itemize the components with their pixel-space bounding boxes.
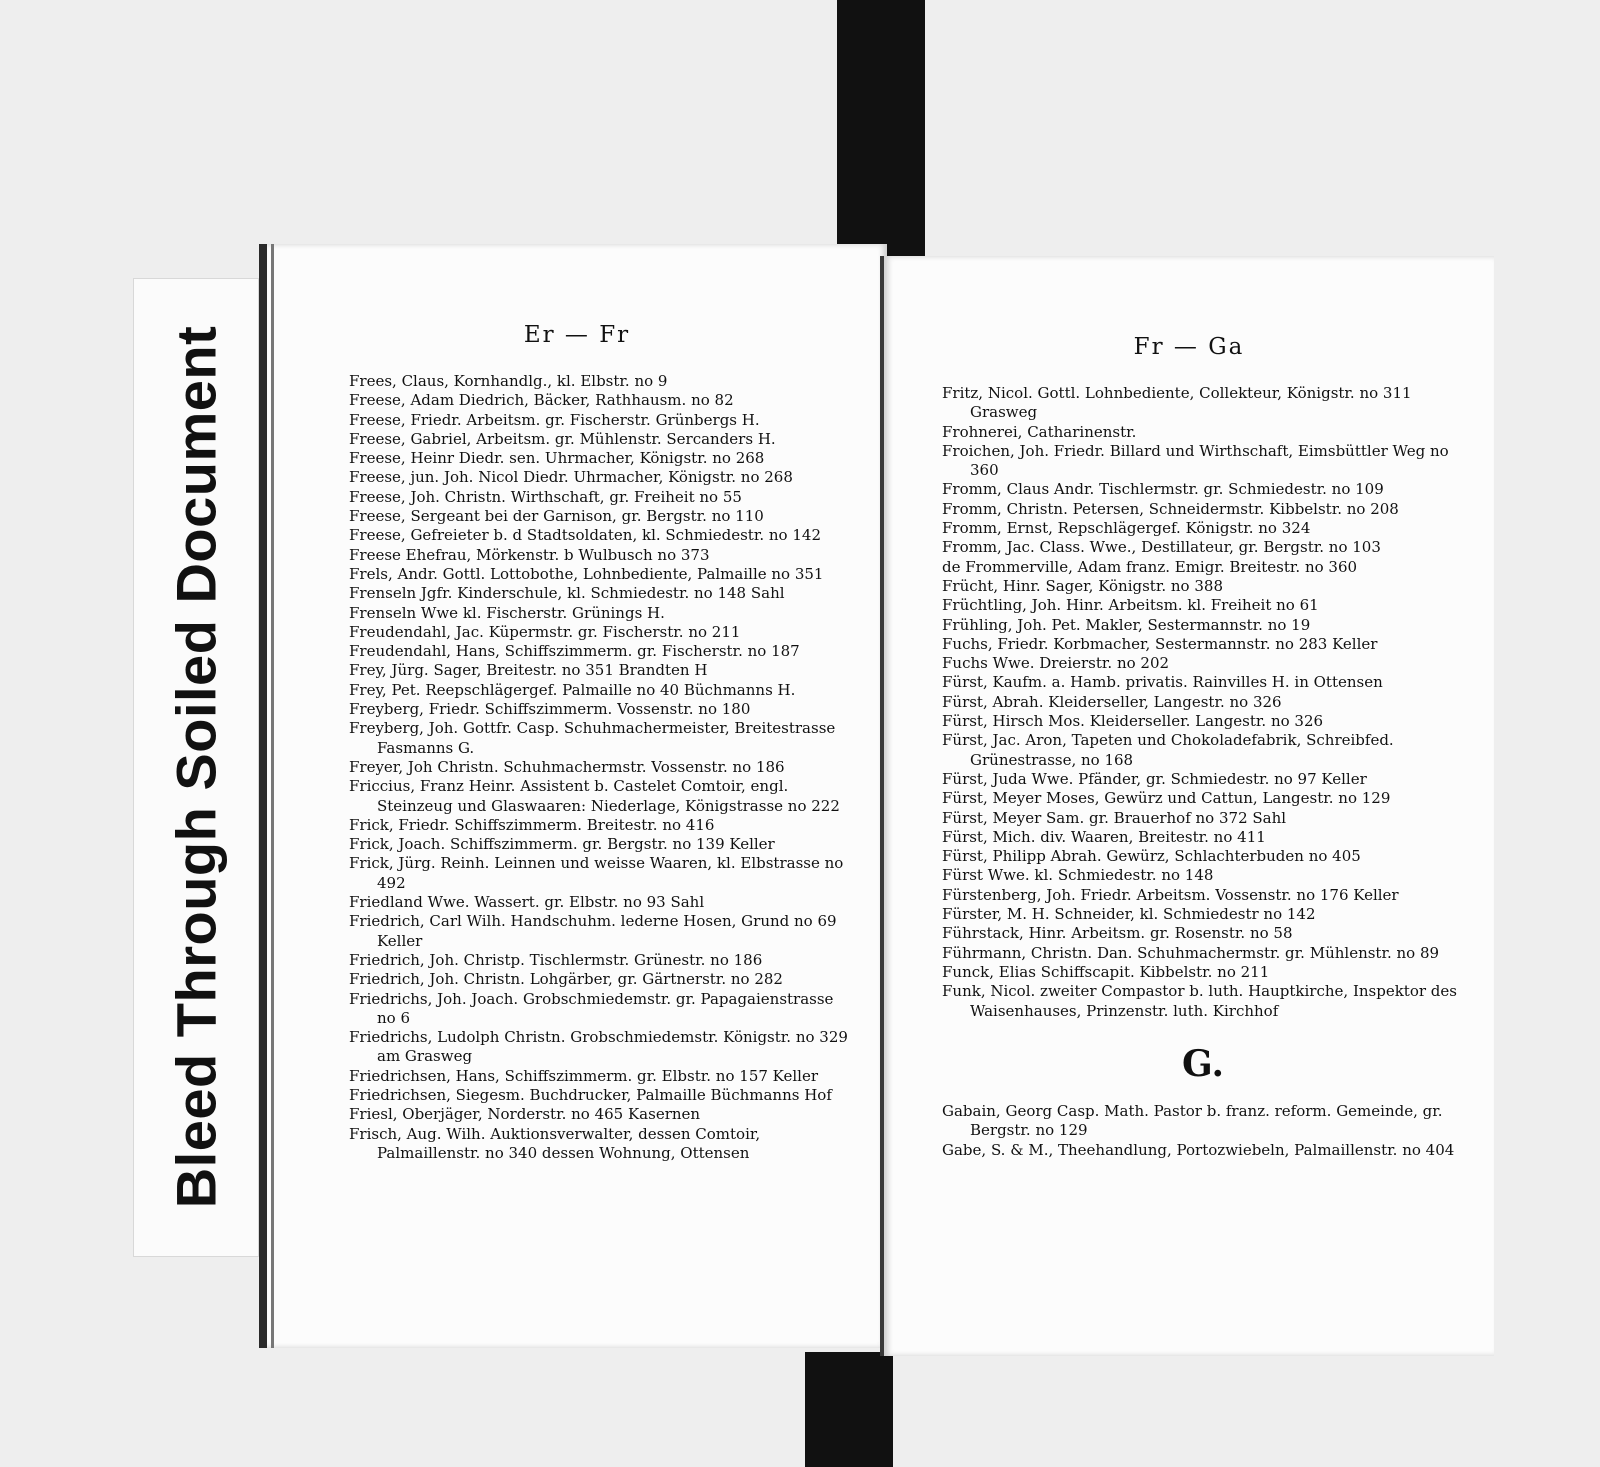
directory-entry: Funck, Elias Schiffscapit. Kibbelstr. no 211 xyxy=(942,962,1270,981)
directory-entry: Freyer, Joh Christn. Schuhmachermstr. Vossenstr. no 186 xyxy=(349,757,785,776)
directory-entry: Friedrich, Carl Wilh. Handschuhm. lederne Hosen, Grund no 69 Keller xyxy=(349,912,837,950)
directory-entry: Friccius, Franz Heinr. Assistent b. Castelet Comtoir, engl. Steinzeug und Glaswaaren: Niederlage, Königstrasse no 222 xyxy=(349,777,840,815)
directory-entry: Friedrichs, Joh. Joach. Grobschmiedemstr. gr. Papagaienstrasse no 6 xyxy=(349,989,834,1027)
directory-entry: Freese, Gabriel, Arbeitsm. gr. Mühlenstr. Sercanders H. xyxy=(349,429,776,448)
left-page-header: Er — Fr xyxy=(523,322,631,348)
directory-entry: Fürst, Abrah. Kleiderseller, Langestr. no 326 xyxy=(942,692,1282,711)
directory-entry: Freese Ehefrau, Mörkenstr. b Wulbusch no 373 xyxy=(349,545,710,564)
left-entry-list xyxy=(349,372,849,1163)
directory-entry: Frücht, Hinr. Sager, Königstr. no 388 xyxy=(942,576,1223,595)
right-page-header: Fr — Ga xyxy=(1133,334,1245,360)
directory-entry: Freese, jun. Joh. Nicol Diedr. Uhrmacher, Königstr. no 268 xyxy=(349,468,793,487)
directory-entry: Friedrichsen, Hans, Schiffszimmerm. gr. Elbstr. no 157 Keller xyxy=(349,1066,818,1085)
directory-entry: Fürstenberg, Joh. Friedr. Arbeitsm. Vossenstr. no 176 Keller xyxy=(942,885,1399,904)
directory-entry: Fürst, Hirsch Mos. Kleiderseller. Langestr. no 326 xyxy=(942,712,1324,731)
right-page xyxy=(880,256,1494,1356)
directory-entry: Fritz, Nicol. Gottl. Lohnbediente, Collekteur, Königstr. no 311 Grasweg xyxy=(942,384,1412,422)
directory-entry: Fuchs Wwe. Dreierstr. no 202 xyxy=(942,654,1170,673)
directory-entry: Frühling, Joh. Pet. Makler, Sestermannstr. no 19 xyxy=(942,615,1311,634)
directory-entry: Froichen, Joh. Friedr. Billard und Wirthschaft, Eimsbüttler Weg no 360 xyxy=(942,441,1449,480)
directory-entry: Fürst, Philipp Abrah. Gewürz, Schlachterbuden no 405 xyxy=(942,847,1361,866)
directory-entry: Fürst, Kaufm. a. Hamb. privatis. Rainvilles H. in Ottensen xyxy=(942,673,1383,692)
directory-entry: Fürst, Juda Wwe. Pfänder, gr. Schmiedestr. no 97 Keller xyxy=(942,769,1367,788)
directory-entry: Friedrichsen, Siegesm. Buchdrucker, Palmaille Büchmanns Hof xyxy=(349,1085,832,1104)
directory-entry: Frick, Friedr. Schiffszimmerm. Breitestr. no 416 xyxy=(349,815,715,834)
directory-entry: Fuchs, Friedr. Korbmacher, Sestermannstr. no 283 Keller xyxy=(942,634,1378,653)
right-entry-group-g xyxy=(942,1102,1464,1160)
directory-entry: Friedrich, Joh. Christn. Lohgärber, gr. Gärtnerstr. no 282 xyxy=(349,970,783,989)
directory-entry: Frey, Jürg. Sager, Breitestr. no 351 Brandten H xyxy=(349,661,708,680)
binding-strap-bottom xyxy=(805,1352,893,1467)
directory-entry: Frenseln Jgfr. Kinderschule, kl. Schmiedestr. no 148 Sahl xyxy=(349,584,785,603)
directory-entry: Freese, Joh. Christn. Wirthschaft, gr. Freiheit no 55 xyxy=(349,487,742,506)
directory-entry: Fürst, Meyer Sam. gr. Brauerhof no 372 Sahl xyxy=(942,808,1287,827)
directory-entry: Freese, Friedr. Arbeitsm. gr. Fischerstr. Grünbergs H. xyxy=(349,410,760,429)
directory-entry: Freyberg, Friedr. Schiffszimmerm. Vossenstr. no 180 xyxy=(349,700,751,719)
section-letter-g: G. xyxy=(1182,1042,1224,1085)
directory-entry: Führmann, Christn. Dan. Schuhmachermstr. gr. Mühlenstr. no 89 xyxy=(942,943,1440,962)
side-label xyxy=(133,278,259,1257)
directory-entry: Freudendahl, Jac. Küpermstr. gr. Fischerstr. no 211 xyxy=(349,622,741,641)
directory-entry: Freese, Sergeant bei der Garnison, gr. Bergstr. no 110 xyxy=(349,507,764,526)
directory-entry: Fürst, Mich. div. Waaren, Breitestr. no 411 xyxy=(942,827,1266,846)
directory-entry: Frenseln Wwe kl. Fischerstr. Grünings H. xyxy=(349,603,665,622)
directory-entry: Fromm, Ernst, Repschlägergef. Königstr. no 324 xyxy=(942,519,1311,538)
directory-entry: Fromm, Christn. Petersen, Schneidermstr. Kibbelstr. no 208 xyxy=(942,499,1399,518)
left-page xyxy=(259,244,887,1348)
directory-entry: Frick, Joach. Schiffszimmerm. gr. Bergstr. no 139 Keller xyxy=(349,835,775,854)
directory-entry: Fürst Wwe. kl. Schmiedestr. no 148 xyxy=(942,866,1214,885)
directory-entry: Fürst, Meyer Moses, Gewürz und Cattun, Langestr. no 129 xyxy=(942,789,1391,808)
directory-entry: Frisch, Aug. Wilh. Auktionsverwalter, dessen Comtoir, Palmaillenstr. no 340 dessen Wohnung, Ottensen xyxy=(349,1124,761,1162)
directory-entry: Freyberg, Joh. Gottfr. Casp. Schuhmachermeister, Breitestrasse Fasmanns G. xyxy=(349,719,836,757)
directory-entry: Frels, Andr. Gottl. Lottobothe, Lohnbediente, Palmaille no 351 xyxy=(349,564,824,583)
directory-entry: Früchtling, Joh. Hinr. Arbeitsm. kl. Freiheit no 61 xyxy=(942,596,1319,615)
directory-entry: Fromm, Jac. Class. Wwe., Destillateur, gr. Bergstr. no 103 xyxy=(942,538,1381,557)
directory-entry: Frohnerei, Catharinenstr. xyxy=(942,422,1137,441)
directory-entry: Friedrich, Joh. Christp. Tischlermstr. Grünestr. no 186 xyxy=(349,950,763,969)
directory-entry: Fürst, Jac. Aron, Tapeten und Chokoladefabrik, Schreibfed. Grünestrasse, no 168 xyxy=(942,731,1394,769)
directory-entry: Frick, Jürg. Reinh. Leinnen und weisse Waaren, kl. Elbstrasse no 492 xyxy=(349,854,844,892)
directory-entry: Freese, Adam Diedrich, Bäcker, Rathhausm. no 82 xyxy=(349,391,734,410)
right-entry-list xyxy=(942,384,1464,1160)
directory-entry: Frees, Claus, Kornhandlg., kl. Elbstr. no 9 xyxy=(349,372,668,390)
binding-strap-top xyxy=(837,0,925,262)
directory-entry: Fürster, M. H. Schneider, kl. Schmiedestr no 142 xyxy=(942,905,1316,924)
directory-entry: Gabe, S. & M., Theehandlung, Portozwiebeln, Palmaillenstr. no 404 xyxy=(942,1140,1455,1159)
directory-entry: Freudendahl, Hans, Schiffszimmerm. gr. Fischerstr. no 187 xyxy=(349,642,800,661)
directory-entry: Friesl, Oberjäger, Norderstr. no 465 Kasernen xyxy=(349,1105,701,1124)
directory-entry: Gabain, Georg Casp. Math. Pastor b. franz. reform. Gemeinde, gr. Bergstr. no 129 xyxy=(942,1102,1443,1140)
directory-entry: Führstack, Hinr. Arbeitsm. gr. Rosenstr. no 58 xyxy=(942,924,1293,943)
directory-entry: Frey, Pet. Reepschlägergef. Palmaille no 40 Büchmanns H. xyxy=(349,680,796,699)
directory-entry: Friedland Wwe. Wassert. gr. Elbstr. no 93 Sahl xyxy=(349,893,705,912)
directory-entry: Friedrichs, Ludolph Christn. Grobschmiedemstr. Königstr. no 329 am Grasweg xyxy=(349,1028,848,1066)
side-label-text: Bleed Through Soiled Document xyxy=(164,325,228,1209)
directory-entry: Freese, Heinr Diedr. sen. Uhrmacher, Königstr. no 268 xyxy=(349,449,765,468)
directory-entry: Fromm, Claus Andr. Tischlermstr. gr. Schmiedestr. no 109 xyxy=(942,480,1384,499)
directory-entry: Funk, Nicol. zweiter Compastor b. luth. Hauptkirche, Inspektor des Waisenhauses, Prinzenstr. luth. Kirchhof xyxy=(942,982,1457,1020)
directory-entry: Freese, Gefreieter b. d Stadtsoldaten, kl. Schmiedestr. no 142 xyxy=(349,526,821,545)
right-entry-group-f xyxy=(942,384,1464,1021)
directory-entry: de Frommerville, Adam franz. Emigr. Breitestr. no 360 xyxy=(942,557,1358,576)
